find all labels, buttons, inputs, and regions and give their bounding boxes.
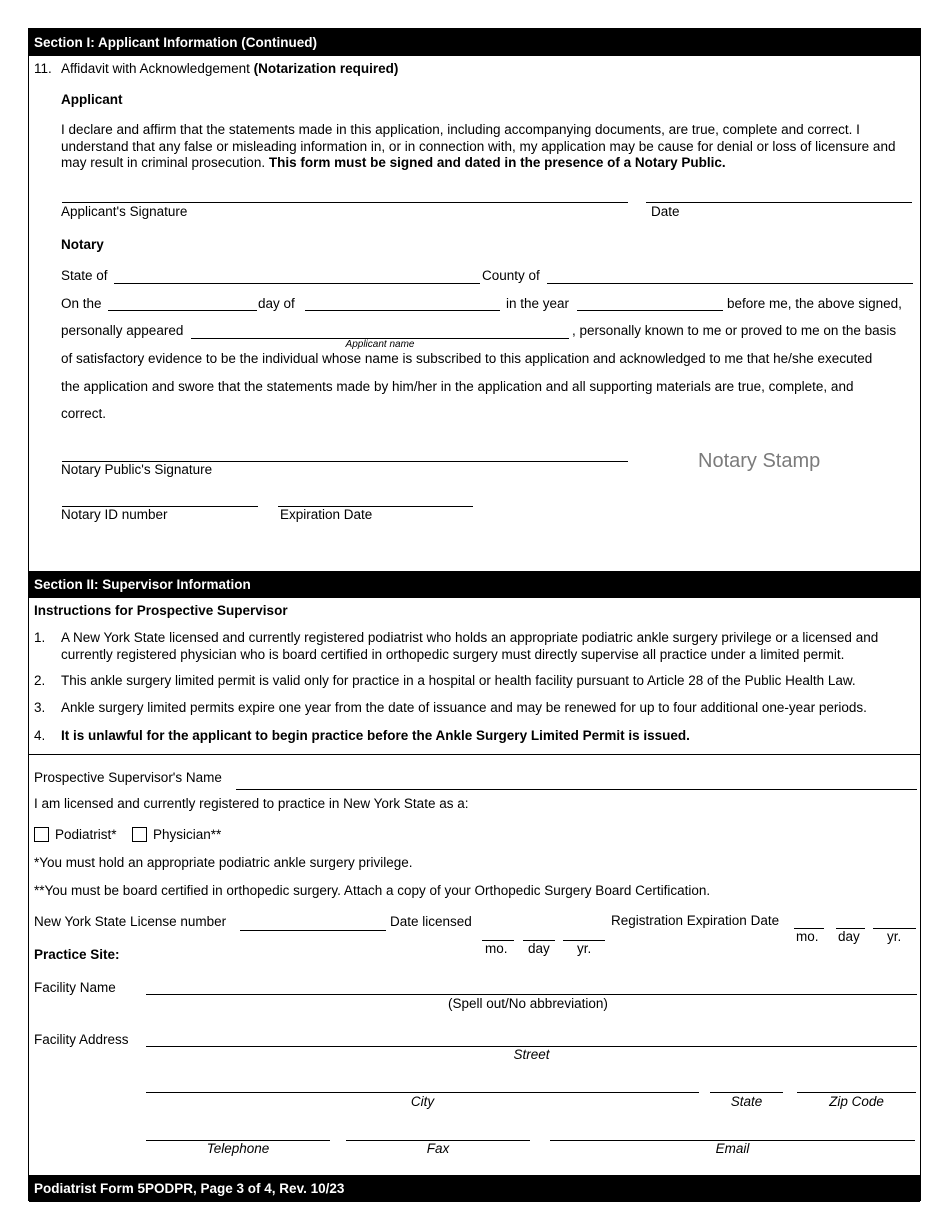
declaration-bold: This form must be signed and dated in the presence of a Notary Public.	[268, 155, 726, 170]
item-11-note: (Notarization required)	[253, 61, 399, 76]
email-caption: Email	[715, 1141, 750, 1156]
instruction-1-text: A New York State licensed and currently registered podiatrist who holds an appropriate podiatric ankle surgery privilege or a licensed and currently registered physician who is board certified in orthopedic surgery must directly supervise all practice under a limited permit.	[61, 630, 879, 662]
reg-exp-day-label: day	[838, 929, 860, 944]
acknowledgement-line-4: the application and swore that the statements made by him/her in the application and all supporting materials are true, complete, and	[61, 379, 854, 394]
instructions-heading: Instructions for Prospective Supervisor	[34, 603, 288, 618]
instruction-1-number: 1.	[34, 630, 46, 645]
street-caption: Street	[513, 1047, 550, 1062]
facility-name-field[interactable]	[146, 994, 917, 995]
day-of-label: day of	[258, 296, 295, 311]
on-the-label: On the	[61, 296, 102, 311]
instruction-3-number: 3.	[34, 700, 46, 715]
section-divider	[29, 754, 920, 755]
date-licensed-day-label: day	[528, 941, 550, 956]
instruction-3-text: Ankle surgery limited permits expire one year from the date of issuance and may be renewed for up to four additional one-year periods.	[61, 700, 867, 715]
item-11-number: 11.	[34, 61, 52, 76]
acknowledgement-line-3: of satisfactory evidence to be the individual whose name is subscribed to this application and acknowledged to me that he/she executed	[61, 351, 873, 366]
license-number-field[interactable]	[240, 930, 386, 931]
section2-header: Section II: Supervisor Information	[29, 571, 920, 598]
reg-exp-mo-label: mo.	[796, 929, 819, 944]
fax-caption: Fax	[426, 1141, 450, 1156]
instruction-2-text: This ankle surgery limited permit is valid only for practice in a hospital or health facility pursuant to Article 28 of the Public Health Law.	[61, 673, 856, 688]
city-field[interactable]	[146, 1092, 699, 1093]
acknowledgement-line-5: correct.	[61, 406, 107, 421]
expiration-date-label: Expiration Date	[280, 507, 373, 522]
facility-address-label: Facility Address	[34, 1032, 129, 1047]
state-of-label: State of	[61, 268, 108, 283]
section1-header: Section I: Applicant Information (Continued)	[29, 29, 920, 56]
month-field[interactable]	[305, 310, 500, 311]
applicant-signature-line[interactable]	[62, 202, 628, 203]
notary-stamp-area: Notary Stamp	[698, 450, 821, 472]
form-page	[28, 28, 921, 1201]
day-field[interactable]	[108, 310, 257, 311]
applicant-name-caption: Applicant name	[345, 339, 415, 350]
reg-exp-yr-label: yr.	[887, 929, 902, 944]
date-licensed-yr-label: yr.	[577, 941, 592, 956]
city-caption: City	[410, 1094, 435, 1109]
physician-label: Physician**	[153, 827, 222, 842]
item-11-title-text: Affidavit with Acknowledgement	[61, 61, 250, 76]
applicant-date-line[interactable]	[646, 202, 912, 203]
supervisor-name-field[interactable]	[236, 789, 917, 790]
applicant-date-label: Date	[651, 204, 680, 219]
podiatrist-checkbox[interactable]	[34, 827, 49, 842]
personally-known-text: , personally known to me or proved to me on the basis	[572, 323, 897, 338]
applicant-heading: Applicant	[61, 92, 123, 107]
county-field[interactable]	[547, 283, 913, 284]
podiatrist-note: *You must hold an appropriate podiatric ankle surgery privilege.	[34, 855, 413, 870]
zip-caption: Zip Code	[829, 1094, 884, 1109]
registration-exp-label: Registration Expiration Date	[611, 913, 780, 928]
item-11-title	[61, 61, 398, 76]
state-field-address[interactable]	[710, 1092, 783, 1093]
supervisor-name-label: Prospective Supervisor's Name	[34, 770, 222, 785]
zip-field[interactable]	[797, 1092, 916, 1093]
date-licensed-label: Date licensed	[390, 914, 472, 929]
physician-checkbox[interactable]	[132, 827, 147, 842]
facility-name-label: Facility Name	[34, 980, 116, 995]
declaration-text	[61, 122, 911, 172]
footer-bar: Podiatrist Form 5PODPR, Page 3 of 4, Rev. 10/23	[29, 1175, 920, 1202]
licensed-as-text: I am licensed and currently registered to practice in New York State as a:	[34, 796, 469, 811]
notary-heading: Notary	[61, 237, 104, 252]
date-licensed-mo-label: mo.	[485, 941, 508, 956]
state-field[interactable]	[114, 283, 480, 284]
telephone-caption: Telephone	[206, 1141, 270, 1156]
declaration-body: I declare and affirm that the statements made in this application, including accompanying documents, are true, complete and correct. I understand that any false or misleading information in, or in connection with, my application may be cause for denial or loss of licensure and may result in criminal prosecution.	[61, 122, 896, 170]
instruction-4-text: It is unlawful for the applicant to begin practice before the Ankle Surgery Limited Permit is issued.	[61, 728, 690, 743]
spell-out-caption: (Spell out/No abbreviation)	[448, 996, 608, 1011]
state-caption: State	[730, 1094, 763, 1109]
in-the-year-label: in the year	[506, 296, 570, 311]
podiatrist-label: Podiatrist*	[55, 827, 117, 842]
personally-appeared-label: personally appeared	[61, 323, 184, 338]
before-me-text: before me, the above signed,	[727, 296, 902, 311]
physician-note: **You must be board certified in orthopedic surgery. Attach a copy of your Orthopedic Surgery Board Certification.	[34, 883, 711, 898]
notary-signature-label: Notary Public's Signature	[61, 462, 213, 477]
applicant-signature-label: Applicant's Signature	[61, 204, 188, 219]
license-number-label: New York State License number	[34, 914, 227, 929]
notary-id-label: Notary ID number	[61, 507, 168, 522]
instruction-4-number: 4.	[34, 728, 46, 743]
year-field[interactable]	[577, 310, 723, 311]
practice-site-heading: Practice Site:	[34, 947, 120, 962]
instruction-2-number: 2.	[34, 673, 46, 688]
county-of-label: County of	[482, 268, 540, 283]
